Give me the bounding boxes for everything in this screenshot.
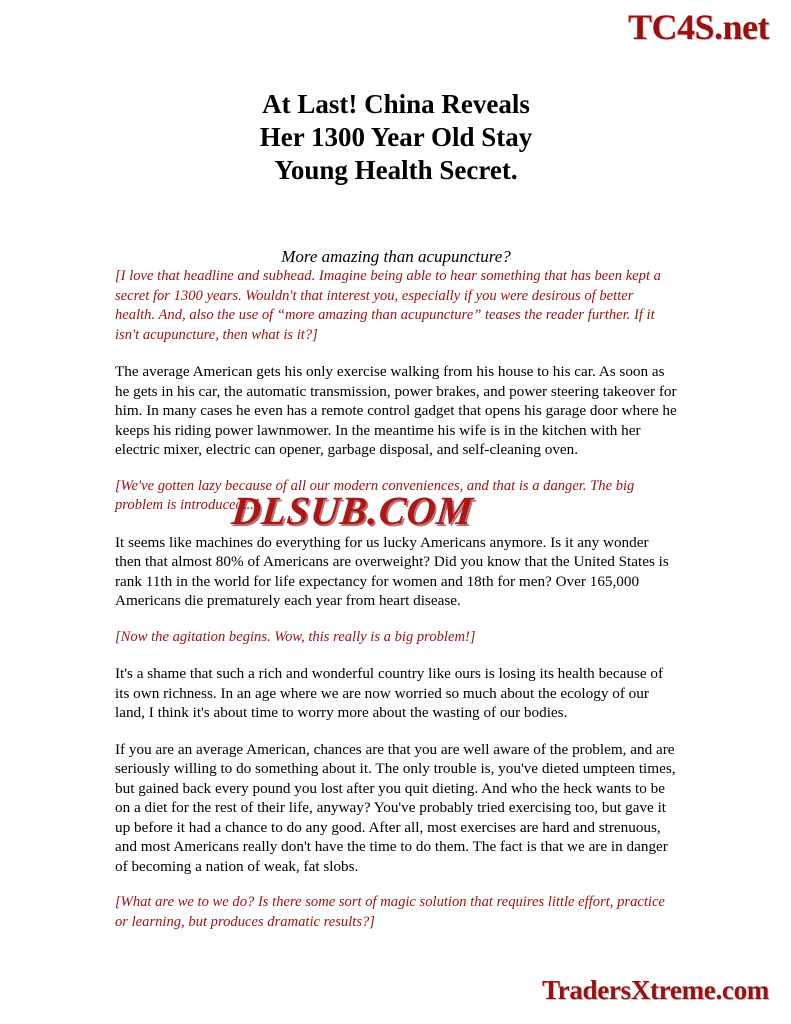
- subheading: More amazing than acupuncture?: [281, 247, 511, 266]
- body-paragraph: The average American gets his only exercise walking from his house to his car. As soon as he gets in his car, the automatic transmission, power brakes, and power steering takeover for him. In many cases he even has a remote control gadget that opens his garage door where he keeps his riding power lawnmower. In the meantime his wife is in the kitchen with her electric mixer, electric can opener, garbage disposal, and self-cleaning oven.: [115, 363, 677, 458]
- body-paragraph: It seems like machines do everything for us lucky Americans anymore. Is it any wonder then that almost 80% of Americans are overweight? Did you know that the United States is rank 11th in the world for life expectancy for women and 18th for men? Over 165,000 Americans die prematurely each year from heart disease.: [115, 533, 669, 609]
- watermark-text: DLSUB.COM: [229, 488, 476, 533]
- headline-line-2: Her 1300 Year Old Stay: [259, 122, 533, 152]
- site-logo-top: TC4S.net: [627, 7, 769, 47]
- headline-line-1: At Last! China Reveals: [262, 89, 530, 119]
- body-paragraph: If you are an average American, chances are that you are well aware of the problem, and are seriously willing to do something about it. The only trouble is, you've dieted umpteen times, but gained back every pound you lost after you quit dieting. And who the heck wants to be on a diet for the rest of their life, anyway? You've probably tried exercising too, but gave it up before it had a chance to do any good. After all, most exercises are hard and strenuous, and most Americans really don't have the time to do them. The fact is that we are in danger of becoming a nation of weak, fat slobs.: [115, 740, 676, 875]
- site-logo-bottom: TradersXtreme.com: [541, 975, 769, 1005]
- document-content: [115, 88, 677, 949]
- editor-note: [What are we to we do? Is there some sort of magic solution that requires little effort, practice or learning, but produces dramatic results?]: [115, 894, 665, 930]
- body-paragraph: It's a shame that such a rich and wonderful country like ours is losing its health because of its own richness. In an age where we are now worried so much about the ecology of our land, I think it's about time to worry more about the wasting of our bodies.: [115, 665, 664, 721]
- editor-note: [I love that headline and subhead. Imagine being able to hear something that has been kept a secret for 1300 years. Wouldn't that interest you, especially if you were desirous of better health. And, also the use of “more amazing than acupuncture” teases the reader further. If it isn't acupuncture, then what is it?]: [115, 268, 661, 343]
- headline-line-3: Young Health Secret.: [274, 155, 518, 185]
- editor-note: [We've gotten lazy because of all our modern conveniences, and that is a danger. The big problem is introduced...]: [115, 477, 635, 513]
- page-title: [115, 88, 677, 187]
- editor-note: [Now the agitation begins. Wow, this really is a big problem!]: [115, 628, 476, 645]
